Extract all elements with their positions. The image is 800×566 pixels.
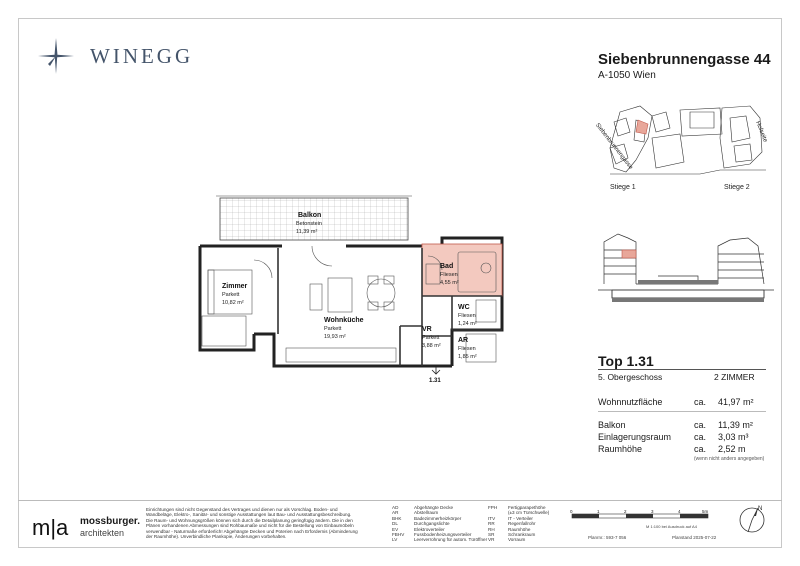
- north-arrow-icon: [736, 502, 770, 536]
- room-balkon-area: 11,39 m²: [296, 229, 318, 235]
- scale-tick-4: 4: [678, 509, 681, 514]
- row-einlagerung-ca: ca.: [694, 432, 707, 442]
- room-zimmer-name: Zimmer: [222, 283, 248, 290]
- entry-label: 1.31: [429, 378, 441, 384]
- plan-number: Planrnr.: 593-7 056: [588, 535, 627, 540]
- brand-name: WINEGG: [90, 44, 194, 68]
- scale-tick-2: 2: [624, 509, 627, 514]
- room-wc-floor: Fliesen: [458, 313, 476, 319]
- site-plan: [590, 98, 782, 194]
- scale-bar: [566, 508, 716, 538]
- footer-rule: [18, 500, 782, 501]
- row-raumhoehe-ca: ca.: [694, 444, 707, 454]
- row-raumhoehe-label: Raumhöhe: [598, 444, 643, 454]
- room-vr-floor: Parkett: [422, 335, 440, 341]
- unit-rooms-count: 2 ZIMMER: [714, 372, 755, 382]
- room-bad-floor: Fliesen: [440, 272, 458, 278]
- room-wc-area: 1,24 m²: [458, 321, 477, 327]
- scale-tick-0: 0: [570, 509, 573, 514]
- site-stair-2: Stiege 2: [724, 184, 750, 191]
- unit-floor: 5. Obergeschoss: [598, 372, 663, 382]
- mossburger-logo-mark: m|a: [32, 515, 69, 540]
- room-zimmer-area: 10,82 m²: [222, 300, 244, 306]
- scale-note: M 1:100 bei Ausdruck auf A4: [646, 524, 697, 529]
- room-wohnkueche-name: Wohnküche: [324, 317, 364, 324]
- room-ar-area: 1,85 m²: [458, 354, 477, 360]
- row-rule: [598, 411, 766, 412]
- legend-left: AD Abgehängte Decke AR Abstellraum BHK Badezimmerheizkörper DL Durchgangslichte EV Elektroverteiler FBHV Fussbodenheizungsverteiler LV Leerverrohrung für autom. Türöffner: [392, 505, 488, 543]
- room-balkon-name: Balkon: [298, 212, 322, 219]
- row-balkon-label: Balkon: [598, 420, 626, 430]
- plan-date: Planstand 2025-07-22: [672, 535, 717, 540]
- room-vr-name: VR: [422, 326, 432, 333]
- room-wohnkueche-floor: Parkett: [324, 326, 342, 332]
- row-wohnnutzflaeche-value: 41,97 m²: [718, 397, 754, 407]
- floor-plan: [196, 188, 508, 384]
- legend-right: FPH Fertigparapethöhe (±3 cm Türschwelle) ITV IT - Verteiler RR Regenfallrohr RH Raumhöhe SR Schrankraum VR Vorraum: [488, 505, 550, 543]
- room-bad-name: Bad: [440, 263, 454, 270]
- unit-note: (wenn nicht anders angegeben): [694, 456, 765, 462]
- room-balkon-floor: Betonstein: [296, 221, 322, 227]
- room-wohnkueche-area: 19,93 m²: [324, 334, 346, 340]
- scale-tick-1: 1: [597, 509, 600, 514]
- unit-title-rule: [598, 369, 766, 370]
- row-wohnnutzflaeche-ca: ca.: [694, 397, 707, 407]
- row-balkon-ca: ca.: [694, 420, 707, 430]
- room-wc-name: WC: [458, 304, 470, 311]
- scale-tick-3: 3: [651, 509, 654, 514]
- north-label: N: [758, 506, 763, 512]
- row-raumhoehe-value: 2,52 m: [718, 444, 746, 454]
- row-einlagerung-value: 3,03 m³: [718, 432, 749, 442]
- disclaimer: Einrichtungen sind nicht Gegenstand des Vertrages und dienen nur als Vorschlag. Boden- und Wandbeläge, Elektro-, Sanitär- und sonstige Ausstattungen laut Bau- und Ausstattungsbeschreibung. Die Raum- und Wohnungsgrößen können sich durch die Detailplanung geringfügig ändern. Die in den Plänen vorhandenen Abmessungen sind Rohbaumaße und nicht für die Bestellung von Einbaumöbeln verwendbar - Naturmaße erforderlich! Abgehängte Decken und Poterien nach Erfordernis (Abminderung der Raumhöhe). Unverbindliche Plankopie, Änderungen vorbehalten.: [146, 507, 358, 540]
- room-zimmer-floor: Parkett: [222, 292, 240, 298]
- room-vr-area: 3,88 m²: [422, 343, 441, 349]
- row-balkon-value: 11,39 m²: [718, 420, 753, 430]
- row-einlagerung-label: Einlagerungsraum: [598, 432, 672, 442]
- room-ar-name: AR: [458, 337, 469, 344]
- address-city: A-1050 Wien: [598, 70, 656, 81]
- winegg-star-icon: [38, 38, 78, 74]
- room-ar-floor: Fliesen: [458, 346, 476, 352]
- room-bad-area: 4,55 m²: [440, 280, 459, 286]
- scale-tick-5: 5m: [702, 509, 709, 514]
- section-diagram: [598, 224, 782, 314]
- site-stair-1: Stiege 1: [610, 184, 636, 191]
- company-name: mossburger.: [80, 516, 141, 527]
- address-street: Siebenbrunnengasse 44: [598, 51, 771, 68]
- site-street-label: Siebenbrunnengasse: [593, 122, 634, 171]
- row-wohnnutzflaeche-label: Wohnnutzfläche: [598, 397, 663, 407]
- company-sub: architekten: [80, 528, 125, 538]
- unit-title: Top 1.31: [598, 353, 654, 369]
- site-yard-label: Hofseite: [754, 120, 768, 144]
